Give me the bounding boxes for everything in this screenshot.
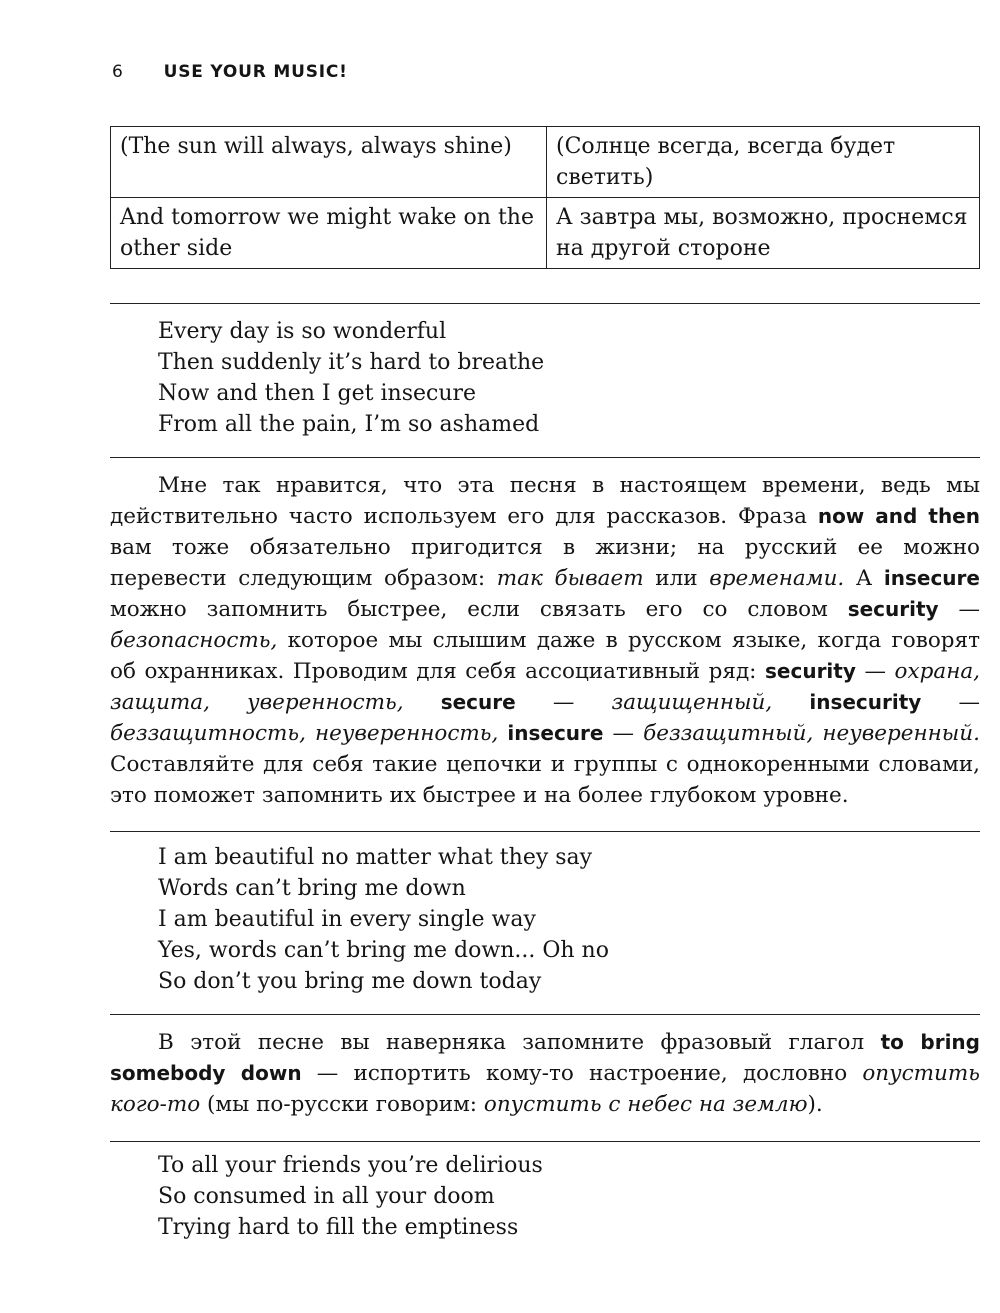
running-head bbox=[112, 62, 348, 82]
english-cell: (The sun will always, always shine) bbox=[111, 127, 547, 198]
lyric-line: From all the pain, I’m so ashamed bbox=[158, 412, 540, 437]
divider bbox=[110, 1141, 980, 1142]
lyric-line: Now and then I get insecure bbox=[158, 381, 477, 406]
translation-table bbox=[110, 126, 980, 269]
commentary-paragraph-2: В этой песне вы наверняка запомните фразовый глагол to bring somebody down — испортить кому-то настроение, дословно опустить кого-то (мы по-русски говорим: опустить с небес на землю). bbox=[110, 1030, 980, 1117]
lyric-line: I am beautiful no matter what they say bbox=[158, 845, 593, 870]
commentary-paragraph-1: Мне так нравится, что эта песня в настоящем времени, ведь мы действительно часто используем его для рассказов. Фраза now and then вам тоже обязательно пригодится в жизни; на русский ее можно перевести следующим образом: так бывает или временами. А insecure можно запомнить быстрее, если связать его со словом security — безопасность, которое мы слышим даже в русском языке, когда говорят об охранниках. Проводим для себя ассоциативный ряд: security — охрана, защита, уверенность, secure — защищенный, insecurity — беззащитность, неуверенность, insecure — беззащитный, неуверенный. Составляйте для себя такие цепочки и группы с однокоренными словами, это поможет запомнить их быстрее и на более глубоком уровне. bbox=[110, 473, 981, 808]
russian-cell: (Солнце всегда, всегда будет светить) bbox=[547, 127, 980, 198]
english-cell: And tomorrow we might wake on the other side bbox=[111, 198, 547, 269]
lyric-line: Every day is so wonderful bbox=[158, 319, 447, 344]
lyric-line: Trying hard to fill the emptiness bbox=[158, 1215, 519, 1240]
lyric-line: Words can’t bring me down bbox=[158, 876, 466, 901]
book-title: USE YOUR MUSIC! bbox=[163, 62, 348, 82]
lyric-line: So consumed in all your doom bbox=[158, 1184, 495, 1209]
lyric-line: To all your friends you’re delirious bbox=[158, 1153, 543, 1178]
lyric-line: So don’t you bring me down today bbox=[158, 969, 542, 994]
divider bbox=[110, 457, 980, 458]
lyrics-verse-2 bbox=[158, 842, 609, 997]
page-number: 6 bbox=[112, 62, 124, 82]
divider bbox=[110, 303, 980, 304]
lyric-line: Yes, words can’t bring me down... Oh no bbox=[158, 938, 609, 963]
lyrics-verse-3 bbox=[158, 1150, 543, 1243]
table-row bbox=[111, 198, 980, 269]
table-row bbox=[111, 127, 980, 198]
russian-cell: А завтра мы, возможно, проснемся на другой стороне bbox=[547, 198, 980, 269]
lyric-line: I am beautiful in every single way bbox=[158, 907, 536, 932]
lyric-line: Then suddenly it’s hard to breathe bbox=[158, 350, 545, 375]
lyrics-verse-1 bbox=[158, 316, 544, 440]
divider bbox=[110, 831, 980, 832]
divider bbox=[110, 1014, 980, 1015]
